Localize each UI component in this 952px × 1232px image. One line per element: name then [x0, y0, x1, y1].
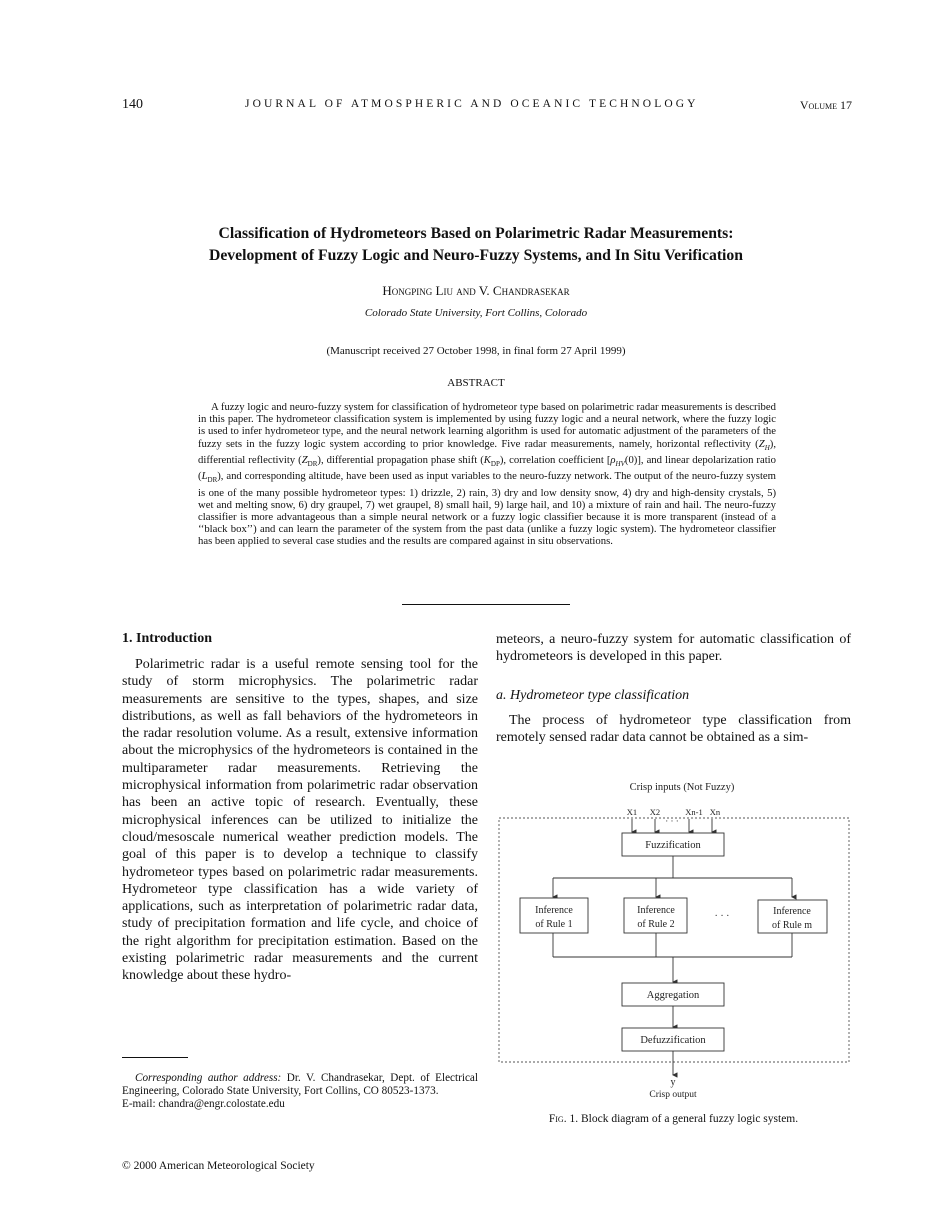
symbol-k: K	[483, 453, 491, 466]
title-line-1: Classification of Hydrometeors Based on Polarimetric Radar Measurements:	[218, 224, 734, 242]
subsection-paragraph: The process of hydrometeor type classification from remotely sensed radar data cannot be obtained as a sim-	[496, 712, 851, 745]
page-number: 140	[122, 97, 143, 112]
input-x1: X1	[626, 807, 638, 817]
abstract-run: ), and corresponding altitude, have been used as input variables to the neuro-fuzzy network. The output of the neuro-fuzzy system is one of the many possible hydrometeor types: 1) drizzle, 2) rain, 3) dry and low density snow, 4) dry and high-density crystals, 5) wet and melting snow, 6) dry graupel, 7) wet graupel, 8) small hail, 9) large hail, and 10) a mixture of rain and hail. The neuro-fuzzy classifier is more advantageous than a simple neural network or a fuzzy logic classifier because it is more transparent (instead of a ‘‘black box’’) and can learn the parameter of the system from the past data (unlike a fuzzy logic system). The hydrometeor classifier has been applied to several case studies and the results are compared against in situ observations.	[198, 470, 776, 548]
rule-ellipsis: · · ·	[714, 911, 730, 922]
section-heading-introduction: 1. Introduction	[122, 631, 212, 646]
symbol-z: Z	[758, 437, 765, 450]
manuscript-note: (Manuscript received 27 October 1998, in final form 27 April 1999)	[326, 345, 626, 357]
fuzzification-label: Fuzzification	[645, 840, 701, 851]
abstract-run: A fuzzy logic and neuro-fuzzy system for classification of hydrometeor type based on polarimetric radar measurements is described in this paper. The hydrometeor classification system is implemented by using fuzzy logic and a neural network, where the fuzzy logic is used to infer hydrometeor type, and the neural network learning algorithm is used for automatic adjustment of the parameters of the fuzzy sets in the fuzzy logic system according to prior knowledge. Five radar measurements, namely, horizontal reflectivity (	[198, 401, 776, 450]
abstract-text	[198, 401, 776, 548]
abstract-run: ), differential propagation phase shift (	[317, 453, 484, 466]
defuzzification-label: Defuzzification	[640, 1035, 706, 1046]
rule-m-line-1: Inference	[773, 906, 811, 917]
footnote-email: E-mail: chandra@engr.colostate.edu	[122, 1098, 285, 1111]
input-xn: Xn	[709, 807, 721, 817]
rule-m-line-2: of Rule m	[772, 920, 812, 931]
symbol-rho: ρ	[610, 453, 616, 466]
affiliation: Colorado State University, Fort Collins, Colorado	[364, 307, 588, 319]
rule-1-line-2: of Rule 1	[535, 919, 573, 930]
output-label: Crisp output	[649, 1090, 697, 1100]
output-symbol: y	[670, 1077, 676, 1088]
abstract-run: ), differential reflectivity (	[198, 437, 776, 466]
rule-2-line-2: of Rule 2	[637, 919, 675, 930]
caption-text: Block diagram of a general fuzzy logic system.	[578, 1113, 799, 1125]
aggregation-label: Aggregation	[646, 990, 700, 1001]
symbol-l: L	[201, 470, 208, 483]
crisp-inputs-label: Crisp inputs (Not Fuzzy)	[629, 782, 735, 793]
input-ellipsis: · · ·	[665, 816, 679, 826]
subscript: DR	[207, 476, 218, 485]
fuzzy-logic-block-diagram	[496, 778, 856, 1108]
authors: Hongping Liu and V. Chandrasekar	[382, 283, 570, 298]
title-line-2: Development of Fuzzy Logic and Neuro-Fuzzy Systems, and In Situ Verification	[208, 246, 744, 264]
intro-paragraph-continued: meteors, a neuro-fuzzy system for automatic classification of hydrometeors is developed in this paper.	[496, 632, 851, 665]
symbol-z: Z	[301, 453, 308, 466]
left-column	[122, 631, 478, 985]
footnote-address-text: Dr. V. Chandrasekar, Dept. of Electrical Engineering, Colorado State University, Fort Collins, CO 80523-1373.	[122, 1072, 478, 1098]
footnote	[122, 1072, 478, 1112]
caption-prefix: Fig. 1.	[548, 1113, 579, 1125]
intro-paragraph: Polarimetric radar is a useful remote sensing tool for the study of storm microphysics. The polarimetric radar measurements are sensitive to the types, shapes, and size distributions, as well as fall behaviors of the hydrometeors in the radar resolution volume. As a result, extensive information about the microphysics of the hydrometeors is contained in the multiparameter radar measurements. Retrieving the microphysical information from polarimetric radar observation has been an active topic of research. Eventually, these microphysical inferences can be utilized to initialize the cloud/mesoscale numerical weather prediction models. The goal of this paper is to develop a technique to classify hydrometeor types based on polarimetric radar measurements. Hydrometeor type classification has a wide variety of applications, such as interpretation of polarimetric radar data, study of precipitation formation and life cycle, and choice of the right algorithm for precipitation estimation. Based on the existing polarimetric radar measurements and the current knowledge about these hydro-	[122, 657, 478, 984]
right-column	[496, 631, 851, 746]
rule-2-line-1: Inference	[637, 905, 675, 916]
subscript: DR	[307, 460, 318, 469]
copyright: © 2000 American Meteorological Society	[122, 1160, 315, 1172]
running-head	[122, 97, 852, 117]
journal-name: JOURNAL OF ATMOSPHERIC AND OCEANIC TECHNOLOGY	[245, 98, 699, 110]
subscript: DP	[490, 460, 500, 469]
abstract-run: (0)], and linear depolarization ratio (	[198, 453, 776, 483]
subsection-heading: a. Hydrometeor type classification	[496, 687, 690, 703]
subscript: HV	[615, 460, 625, 469]
abstract-run: ), correlation coefficient [	[499, 453, 611, 466]
subscript: H	[764, 443, 770, 452]
footnote-address	[122, 1072, 478, 1098]
footnote-divider	[122, 1057, 188, 1058]
figure-1	[496, 778, 856, 1108]
figure-1-caption	[496, 1113, 851, 1125]
input-xn-1: Xn-1	[685, 807, 703, 817]
input-x2: X2	[649, 807, 661, 817]
abstract-divider	[402, 604, 570, 605]
abstract-heading: ABSTRACT	[447, 377, 505, 389]
volume-label: Volume 17	[799, 98, 852, 112]
rule-1-line-1: Inference	[535, 905, 573, 916]
footnote-label: Corresponding author address:	[135, 1072, 282, 1084]
paper-title	[111, 222, 840, 266]
